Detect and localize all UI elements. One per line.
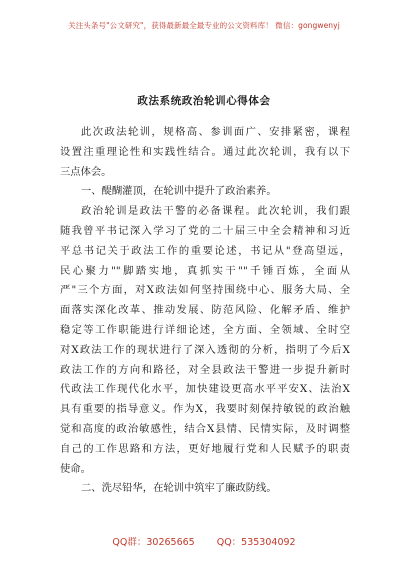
text-line: 面落实深化改革、推动发展、防范风险、化解矛盾、维护 — [60, 304, 350, 317]
qq-group-number: QQ群：30265665 — [112, 537, 195, 548]
text-line: 政法工作的方向和路径，对全县政法干警进一步提升新时 — [60, 363, 350, 376]
text-line: 稳定等工作职能进行详细论述，全方面、全领域、全时空 — [60, 323, 350, 336]
text-line: 具有重要的指导意义。作为X，我要时刻保持敏锐的政治触 — [60, 403, 350, 416]
text-line: 随我曾平书记深入学习了党的二十届三中全会精神和习近 — [60, 224, 350, 237]
promo-header: 关注头条号"公文研究"，获得最新最全最专业的公文资料库！ 微信：gongwenyj — [68, 21, 340, 30]
text-line: 民心聚力""脚踏实地，真抓实干""千锤百炼，全面从 — [60, 264, 350, 277]
contact-footer — [0, 534, 408, 548]
text-line: 政治轮训是政法干警的必备课程。此次轮训，我们跟 — [81, 205, 350, 218]
text-line: 严"三个方面，对X政法如何坚持围绕中心、服务大局、全 — [60, 284, 350, 297]
text-line: 设置注重理论性和实践性结合。通过此次轮训，我有以下 — [60, 145, 350, 158]
text-line: 平总书记关于政法工作的重要论述，书记从"登高望远， — [60, 244, 350, 257]
text-line: 三点体会。 — [60, 165, 112, 178]
text-line: 代政法工作现代化水平，加快建设更高水平平安X、法治X — [60, 383, 350, 396]
text-line: 对X政法工作的现状进行了深入透彻的分析，指明了今后X — [60, 343, 350, 356]
document-title: 政法系统政治轮训心得体会 — [137, 95, 271, 107]
text-line: 使命。 — [60, 462, 91, 475]
qq-number: QQ：535304092 — [216, 537, 296, 548]
section-heading: 二、洗尽铅华，在轮训中筑牢了廉政防线。 — [81, 482, 277, 495]
text-line: 此次政法轮训，规格高、参训面广、安排紧密，课程 — [81, 126, 350, 138]
text-line: 自己的工作思路和方法，更好地履行党和人民赋予的职责 — [60, 442, 350, 455]
section-heading: 一、醍醐灌顶，在轮训中提升了政治素养。 — [81, 185, 277, 198]
document-body — [60, 123, 350, 499]
text-line: 觉和高度的政治敏感性，结合X县情、民情实际，及时调整 — [60, 422, 350, 435]
